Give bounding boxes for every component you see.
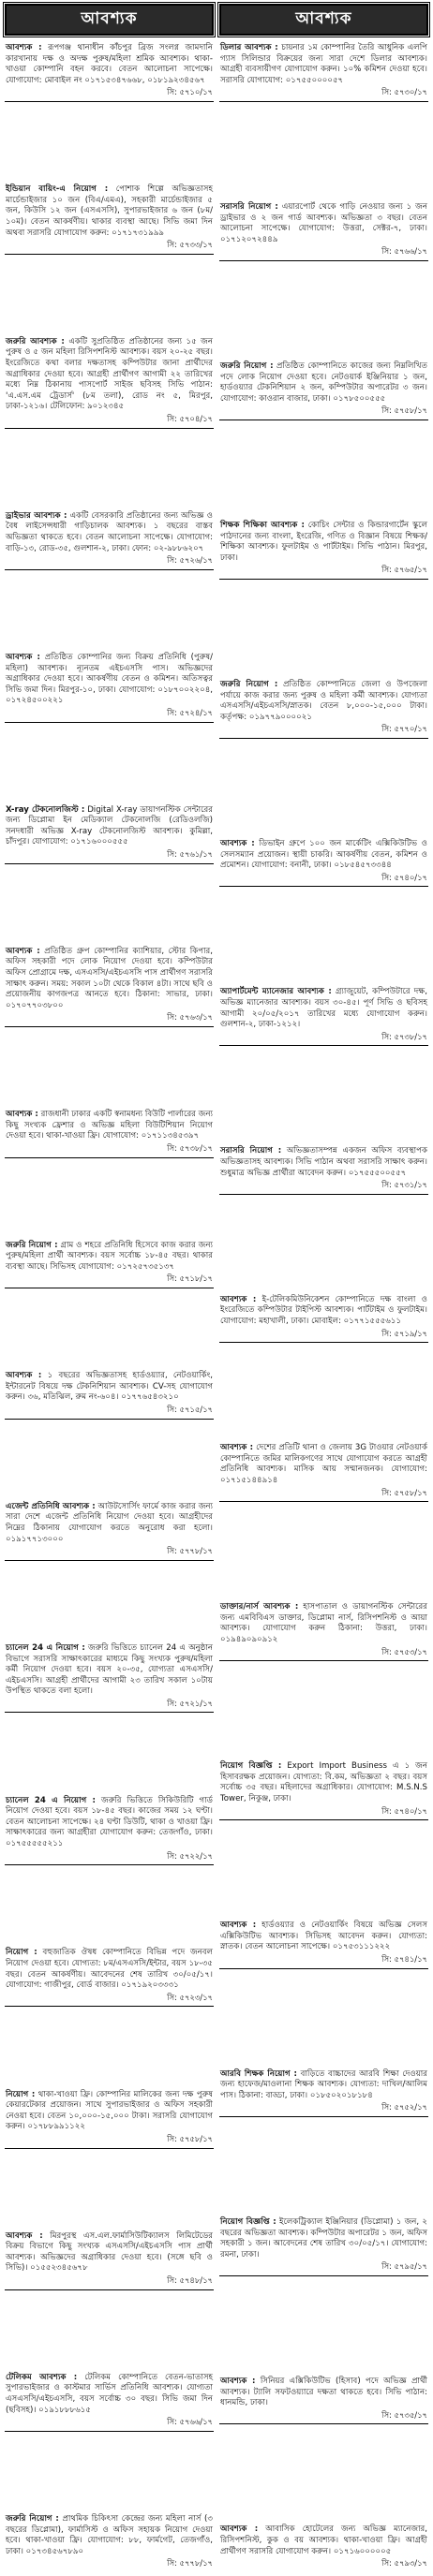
- ad-heading: আবশ্যক :: [6, 946, 40, 956]
- classified-ad: [5, 2512, 214, 2572]
- ad-heading: আবশ্যক :: [6, 1371, 42, 1381]
- classified-ad: [219, 2523, 428, 2571]
- ad-body: হাসপাতাল ও ডায়াগনস্টিক সেন্টারের জন্য এমবিবিএস ডাক্তার, ডিপ্লোমা নার্স, রিসিপশনিস্ট ও আয়া আবশ্যক। যোগাযোগ করুন ঠিকানা: উত্তরা, ঢাকা। ০১৯৪৯০৯০৯১২: [220, 1602, 427, 1644]
- ad-code: সি: ৫৭১৮/১৭: [167, 1273, 213, 1284]
- ad-body: প্রতিষ্ঠিত কোম্পানিতে কাজের জন্য নিম্নলিখিত পদে লোক নিয়োগ দেওয়া হবে। নেটওয়ার্ক ইঞ্জিনিয়ার ১ জন, হার্ডওয়্যার টেকনিশিয়ান ২ জন, কম্পিউটার অপারেটর ৩ জন। যোগাযোগ: কাওরান বাজার, ঢাকা। ০১৭৮৫০০৫৫৫: [220, 361, 427, 404]
- ad-code: সি: ৫৭২৩/১৭: [167, 1992, 213, 2002]
- ad-heading: অ্যাপার্টমেন্ট ম্যানেজার আবশ্যক :: [220, 987, 332, 997]
- ad-body: টেলিকম কোম্পানিতে বেতন-ভাতাসহ সুপারভাইজার ও কাস্টমার সার্ভিস প্রতিনিধি আবশ্যক। যোগ্যতা এসএসসি/এইচএসসি, বয়স সর্বোচ্চ ৩০ বছর। সিভি জমা দিন (ছবিসহ)। ০১৯১৮৮৮৬১৫: [6, 2372, 214, 2415]
- ad-heading: আবশ্যক :: [220, 1921, 257, 1931]
- ad-heading: এজেন্ট প্রতিনিধি আবশ্যক :: [6, 1501, 96, 1511]
- classified-ad: [219, 1293, 428, 1343]
- ad-heading: জরুরি নিয়োগ :: [220, 361, 274, 371]
- ad-heading: আবশ্যক :: [220, 1294, 257, 1304]
- ad-body: রাজধানী ঢাকার একটি স্বনামধন্য বিউটি পার্লারের জন্য কিছু সংখ্যক ফ্রেশার ও অভিজ্ঞ মহিলা বিউটিশিয়ান নিয়োগ দেওয়া হবে। থাকা-খাওয়া ফ্রি। যোগাযোগ: ০১৭১১৩৪৫৩৯৭: [6, 1110, 213, 1141]
- classified-ad: [219, 1600, 428, 1661]
- classified-ad: [5, 1239, 214, 1288]
- classified-ad: [219, 1759, 428, 1820]
- classified-ad: [5, 509, 214, 570]
- ad-heading: টেলিকম আবশ্যক :: [6, 2372, 78, 2382]
- classified-ad: [5, 2230, 214, 2290]
- classified-ad: [219, 519, 428, 580]
- classified-ad: [5, 803, 214, 864]
- ad-body: জরুরি ভিত্তিতে চ্যানেল 24 এ অনুষ্ঠান বিভাগে সরাসরি সাক্ষাৎকারের মাধ্যমে কিছু সংখ্যক পুরুষ/মহিলা কর্মী নিয়োগ দেওয়া হবে। বয়স ২০-৩৫, যোগ্যতা এসএসসি/এইচএসসি। আগ্রহী প্রার্থীদের আগামী ২৩ তারিখ সকাল ১০টায় উপস্থিত থাকতে বলা হলো।: [6, 1642, 213, 1697]
- ad-code: সি: ৫৭৭৮/১৭: [167, 2558, 213, 2569]
- ad-code: সি: ৫৭৭০/১৭: [381, 724, 427, 734]
- ad-heading: শিক্ষক শিক্ষিকা আবশ্যক :: [220, 521, 305, 530]
- ad-code: সি: ৫৭২২/১৭: [167, 1850, 213, 1861]
- ad-heading: জরুরি নিয়োগ :: [220, 680, 278, 689]
- ad-body: আবাসিক হোটেলের জন্য অভিজ্ঞ ম্যানেজার, রিসিপশনিস্ট, কুক ও বয় আবশ্যক। থাকা-খাওয়া ফ্রি। আগ্রহী প্রার্থীগণ সরাসরি যোগাযোগ করুন। ০১৭১৬০০০০০৫: [220, 2524, 428, 2556]
- ad-body: থাকা-খাওয়া ফ্রি। কোম্পানির মালিকের জন্য দক্ষ পুরুষ কেয়ারটেকার প্রয়োজন। সাথে সুপারভাইজার ও অফিস সহকারী নেওয়া হবে। বেতন ১০,০০০-১৫,০০০ টাকা। সরাসরি যোগাযোগ করুন। ০১৭৮৮৯৯১১২২: [6, 2089, 213, 2132]
- classified-ad: [5, 335, 214, 429]
- ad-body: প্রতিষ্ঠিত কোম্পানির জন্য বিক্রয় প্রতিনিধি (পুরুষ/মহিলা) আবশ্যক। ন্যূনতম এইচএসসি পাস। অভিজ্ঞদের অগ্রাধিকার দেওয়া হবে। আকর্ষণীয় বেতন ও কমিশন। অতিসত্বর সিভি জমা দিন। মিরপুর-১০, ঢাকা। যোগাযোগ: ০১৮৭০০২২০৪, ০১৭২৪৫০০২২১: [6, 652, 214, 706]
- ad-body: দেশের প্রতিটি থানা ও জেলায় 3G টাওয়ার নেটওয়ার্ক কোম্পানিতে জমির মালিকগণের সাথে যোগাযোগ করতে আগ্রহী প্রতিনিধি আবশ্যক। মাসিক আয় সম্মানজনক। যোগাযোগ: ০১৭১৫১৪৪৯১৪: [220, 1443, 428, 1485]
- ad-body: গ্র্যাজুয়েট, কম্পিউটারে দক্ষ, অভিজ্ঞ ম্যানেজার আবশ্যক। বয়স ৩০-৪৫। পূর্ণ সিভি ও ছবিসহ আগামী ২০/০৫/২০১৭ তারিখের মধ্যে যোগাযোগ করুন। গুলশান-২, ঢাকা-১২১২।: [220, 987, 427, 1030]
- ad-code: সি: ৫৭২৪/১৭: [167, 707, 213, 717]
- ad-list: [5, 41, 214, 2572]
- right-column: [219, 4, 428, 2572]
- classified-ad: [5, 1641, 214, 1714]
- ad-body: চায়নার ১ম কোম্পানির তৈরি আধুনিক এলপি গ্যাস সিলিন্ডার বিক্রয়ের জন্য সারা দেশে ডিলার আবশ্যক। আগ্রহী ব্যবসায়ীগণ যোগাযোগ করুন। ১০% কমিশন দেওয়া হবে। সরাসরি যোগাযোগ: ০১৭৫৫০০০০৫৭: [220, 43, 427, 85]
- ad-heading: ডাক্তার/নার্স আবশ্যক :: [220, 1602, 299, 1612]
- ad-body: ডিভাইন গ্রুপে ১০০ জন মার্কেটিং এক্সিকিউটিভ ও সেলসম্যান প্রয়োজন। স্থায়ী চাকরি। আকর্ষণীয় বেতন, কমিশন ও প্রমোশন। যোগাযোগ: বনানী, ঢাকা। ০১৮৫৪৫৭৩৩৪৪: [220, 839, 427, 871]
- ad-body: পোশাক শিল্পে অভিজ্ঞতাসহ মার্চেন্ডাইজার ১০ জন (বিএ/এমএ), সহকারী মার্চেন্ডাইজার ৫ জন, কিউসি ১২ জন (এসএসসি), সুপারভাইজার ৬ জন (৮ম/১০ম)। বেতন আকর্ষণীয়। থাকার ব্যবস্থা আছে। সিভি জমা দিন অথবা সরাসরি যোগাযোগ করুন: ০১৭১৭৩১৯৯৯: [6, 184, 213, 238]
- ad-body: হার্ডওয়্যার ও নেটওয়ার্কিং বিষয়ে অভিজ্ঞ সেলস এক্সিকিউটিভ আবশ্যক। সিভিসহ আবেদন করুন। যোগ্যতা: স্নাতক। বেতন আলোচনা সাপেক্ষে। ০১৭৫৩১১১২২২: [220, 1921, 427, 1952]
- classified-ad: [5, 183, 214, 255]
- classified-ad: [219, 837, 428, 887]
- classified-ad: [5, 1108, 214, 1157]
- ad-heading: ড্রাইভার আবশ্যক :: [6, 510, 67, 521]
- ad-heading: আবশ্যক :: [220, 839, 255, 848]
- left-column: [5, 4, 214, 2572]
- classified-ad: [5, 1369, 214, 1419]
- ad-code: সি: ৫৭৪০/১৭: [381, 1805, 427, 1816]
- column-heading: আবশ্যক: [219, 4, 428, 36]
- ad-body: প্রতিষ্ঠিত গ্রুপ কোম্পানির ক্যাশিয়ার, স্টোর কিপার, অফিস সহকারী পদে লোক নিয়োগ দেওয়া হবে। কম্পিউটার অফিস প্রোগ্রামে দক্ষ, এসএসসি/এইচএসসি পাস প্রার্থীগণ সরাসরি সাক্ষাৎ করুন। সময়: সকাল ১০টা থেকে বিকাল ৪টা। সাথে ছবি ও প্রয়োজনীয় কাগজপত্র আনতে হবে। ঠিকানা: সাভার, ঢাকা। ০১৭০৭৭০৩৮০০: [6, 946, 214, 1010]
- ad-code: সি: ৫৭০৪/১৭: [167, 414, 213, 424]
- ad-body: রূপগঞ্জ থানাধীন কাঁচপুর ব্রিজ সংলগ্ন জামদানি কারখানায় দক্ষ ও অদক্ষ পুরুষ/মহিলা শ্রমিক আবশ্যক। থাকা-খাওয়া কোম্পানি বহন করবে। বেতন আলোচনা সাপেক্ষে। যোগাযোগ: মোবাইল নং ০১৭১৫৩৪৭৬৬৮, ০১৮১৯২৩৪৫৬৭: [6, 43, 214, 85]
- ad-body: প্রাথমিক চিকিৎসা কেন্দ্রের জন্য মহিলা নার্স (৩ বছরের ডিপ্লোমা), ফার্মাসিস্ট ও অফিস সহায়ক নিয়োগ দেওয়া হবে। থাকা-খাওয়া ফ্রি। যোগাযোগ: ৮৮, ফার্মগেট, তেজগাঁও, ঢাকা। ০১৭৩৪৫৬৭৮৯০: [6, 2513, 213, 2556]
- ad-code: সি: ৫৭৩১/১৭: [381, 1180, 427, 1190]
- ad-heading: সরাসরি নিয়োগ :: [220, 1146, 282, 1156]
- classified-ad: [5, 651, 214, 723]
- ad-heading: আবশ্যক :: [220, 2377, 256, 2387]
- ad-heading: ইন্ডিয়ান বায়িং-এ নিয়োগ :: [6, 184, 109, 195]
- ad-code: সি: ৫৭৪০/১৭: [381, 872, 427, 882]
- classified-ad: [219, 1919, 428, 1968]
- ad-code: সি: ৫৭৬৫/১৭: [381, 565, 427, 575]
- ad-heading: আবশ্যক :: [220, 2524, 259, 2535]
- ad-body: ই-টেলিকমিউনিকেশন কোম্পানিতে দক্ষ বাংলা ও ইংরেজিতে কম্পিউটার টাইপিস্ট আবশ্যক। পার্টটাইম ও ফুলটাইম। যোগাযোগ: মহাখালী, ঢাকা। মোবাইল: ০১৭৭১৫৫৫৬১১: [220, 1294, 427, 1326]
- ad-heading: জরুরি নিয়োগ :: [6, 1240, 58, 1250]
- classified-ad: [219, 200, 428, 261]
- ad-code: সি: ৫৭৫৮/১৭: [381, 405, 427, 416]
- classified-ad: [219, 2215, 428, 2276]
- classified-ad: [219, 2068, 428, 2117]
- ad-code: সি: ৫৭৭৮/১৭: [167, 1546, 213, 1556]
- ad-heading: জরুরি নিয়োগ :: [6, 2513, 59, 2524]
- ad-body: সিনিয়র এক্সিকিউটিভ (হিসাব) পদে অভিজ্ঞ প্রার্থী আবশ্যক। ট্যালি সফটওয়্যারে দক্ষতা থাকতে হবে। সিভি পাঠান: ধানমন্ডি, ঢাকা।: [220, 2377, 427, 2408]
- ad-heading: নিয়োগ বিজ্ঞপ্তি :: [220, 1761, 282, 1772]
- classified-ad: [5, 2088, 214, 2149]
- ad-heading: X-ray টেকনোলজিস্ট :: [6, 804, 85, 815]
- ad-heading: আরবি শিক্ষক নিয়োগ :: [220, 2068, 297, 2079]
- classified-ad: [219, 360, 428, 420]
- classified-ad: [5, 2371, 214, 2432]
- ad-code: সি: ৫৭৬৬/১৭: [381, 246, 427, 257]
- column-heading: আবশ্যক: [5, 4, 214, 36]
- ad-code: সি: ৫৭৯৫/১৭: [381, 2261, 427, 2272]
- ad-body: বাড়িতে বাচ্চাদের আরবি শিক্ষা দেওয়ার জন্য হাফেজ/মাওলানা শিক্ষক আবশ্যক। যোগ্যতা: দাখিল/আলিম পাস। ঠিকানা: বাড্ডা, ঢাকা। ০১৮৫০২০১৮১৮৪: [220, 2068, 428, 2100]
- ad-body: আউটসোর্সিং ফার্মে কাজ করার জন্য সারা দেশে এজেন্ট প্রতিনিধি নিয়োগ দেওয়া হবে। আগ্রহীদের নিম্নের ঠিকানায় যোগাযোগ করতে অনুরোধ করা হলো। ০১৯১৭৭১৩০০০: [6, 1501, 214, 1544]
- ad-heading: আবশ্যক :: [6, 2230, 43, 2241]
- ad-code: সি: ৫৭৩০/১৭: [381, 87, 427, 97]
- ad-code: সি: ৫৭৫৮/১৭: [167, 2133, 213, 2143]
- ad-code: সি: ৫৭৩৫/১৭: [381, 2409, 427, 2420]
- ad-code: সি: ৫৭২১/১৭: [167, 1698, 213, 1708]
- ad-code: সি: ৫৭৯৩/১৭: [381, 2558, 427, 2569]
- ad-body: প্রতিষ্ঠিত কোম্পানিতে জেলা ও উপজেলা পর্যায়ে কাজ করার জন্য পুরুষ ও মহিলা কর্মী আবশ্যক। যোগ্যতা এসএসসি/এইচএসসি/স্নাতক। বেতন ৮,০০০-১৫,০০০ টাকা। কর্তৃপক্ষ: ০১৯৭৭৯০০০০২১: [220, 680, 427, 722]
- ad-code: সি: ৫৭৬১/১৭: [167, 849, 213, 860]
- ad-code: সি: ৫৭৫৮/১৭: [381, 1487, 427, 1497]
- ad-code: সি: ৫৭১০/১৭: [167, 87, 213, 97]
- ad-heading: চ্যানেল 24 এ নিয়োগ :: [6, 1642, 85, 1653]
- ad-heading: আবশ্যক :: [6, 43, 42, 52]
- ad-body: Digital X-ray ডায়াগনস্টিক সেন্টারের জন্য ডিপ্লোমা ইন মেডিক্যাল টেকনোলজি (রেডিওলজি) সনদধারী অভিজ্ঞ X-ray টেকনোলজিস্ট আবশ্যক। কুমিল্লা, চাঁদপুর। যোগাযোগ: ০১৭১৬০০০৫৫৫: [6, 804, 213, 847]
- classified-ad: [5, 41, 214, 102]
- ad-code: সি: ৫৭৪৮/১৭: [167, 2275, 213, 2286]
- classified-ad: [219, 2375, 428, 2424]
- ad-body: একটি বেসরকারি প্রতিষ্ঠানের জন্য অভিজ্ঞ ও বৈধ লাইসেন্সধারী গাড়িচালক আবশ্যক। ১ বছরের বাস্তব অভিজ্ঞতা থাকতে হবে। বেতন আলোচনা সাপেক্ষে। যোগাযোগ: বাড়ি-১৩, রোড-৩৫, গুলশান-২, ঢাকা। ফোন: ০২-৯৮৮৬২০৭: [6, 510, 213, 553]
- ad-heading: আবশ্যক :: [6, 1110, 38, 1120]
- ad-code: সি: ৫৭২৬/১৭: [167, 555, 213, 566]
- ad-body: ইলেকট্রিক্যাল ইঞ্জিনিয়ার (ডিপ্লোমা) ১ জন, ২ বছরের অভিজ্ঞতা আবশ্যক। কম্পিউটার অপারেটর ১ জন, অফিস সহকারী ১ জন। আবেদনের শেষ তারিখ ৩০/০৫/১৭। যোগাযোগ: রমনা, ঢাকা।: [220, 2217, 427, 2260]
- classified-ad: [5, 945, 214, 1027]
- ad-heading: চ্যানেল 24 এ নিয়োগ :: [6, 1795, 96, 1805]
- ad-heading: জরুরি আবশ্যক :: [6, 336, 65, 346]
- ad-body: একটি সুপ্রতিষ্ঠিত প্রতিষ্ঠানের জন্য ১৫ জন পুরুষ ও ৫ জন মহিলা রিসিপশনিস্ট আবশ্যক। বয়স ২০-২৫ বছর। ইংরেজিতে কথা বলার দক্ষতাসহ কম্পিউটার জানা প্রার্থীদের অগ্রাধিকার দেওয়া হবে। আগ্রহী প্রার্থীগণ আগামী ২২ তারিখের মধ্যে নিম্ন ঠিকানায় পাসপোর্ট সাইজ ছবিসহ সিভি পাঠান: 'এ.এস.এম ট্রেডার্স' (৮ম তলা), রোড নং ৫, মিরপুর, ঢাকা-১২১৬। টেলিফোন: ৯০১২৩৪৫: [6, 336, 213, 412]
- classified-ad: [219, 1441, 428, 1502]
- classified-ad: [219, 1144, 428, 1194]
- ad-heading: সরাসরি নিয়োগ :: [220, 202, 278, 212]
- ad-code: সি: ৫৭৩৮/১৭: [381, 1031, 427, 1041]
- ad-heading: নিয়োগ :: [6, 1948, 37, 1958]
- ad-body: অভিজ্ঞতাসম্পন্ন একজন অফিস ব্যবস্থাপক অভিজ্ঞতাসহ আবশ্যক। সিভি পাঠান অথবা সরাসরি সাক্ষাৎ করুন। শুধুমাত্র অভিজ্ঞ প্রার্থীরা আবেদন করুন। ০১৭৫৫৫০০৫৫৭: [220, 1146, 427, 1178]
- ad-body: জরুরি ভিত্তিতে সিকিউরিটি গার্ড নিয়োগ দেওয়া হবে। বয়স ১৮-৪৫ বছর। কাজের সময় ১২ ঘণ্টা। বেতন আলোচনা সাপেক্ষে। ২৪ ঘণ্টা ডিউটি, থাকা ও খাওয়া ফ্রি। সাক্ষাৎকারের জন্য আগ্রহীরা যোগাযোগ করুন: তেজগাঁও, ঢাকা। ০১৭৫৫৫৫৫২১১: [6, 1795, 214, 1849]
- ad-heading: নিয়োগ :: [6, 2089, 36, 2099]
- classified-ad: [5, 1946, 214, 2007]
- ad-body: ১ বছরের অভিজ্ঞতাসহ হার্ডওয়্যার, নেটওয়ার্কিং, ইন্টারনেট বিষয়ে দক্ষ টেকনিশিয়ান আবশ্যক। CV-সহ যোগাযোগ করুন। ৩৬, মতিঝিল, রুম নং-৬০৪। ০১৭৭৬৫৪৩২১০: [6, 1371, 214, 1403]
- ad-list: [219, 41, 428, 2572]
- ad-heading: আবশ্যক :: [6, 652, 40, 662]
- classified-ad: [5, 1500, 214, 1561]
- ad-body: মিরপুরস্থ এস.এল.ফার্মাসিউটিক্যালস লিমিটেডের বিক্রয় বিভাগে কিছু সংখ্যক এসএসসি/এইচএসসি পাস প্রার্থী আবশ্যক। অভিজ্ঞদের অগ্রাধিকার দেওয়া হবে। (সঙ্গে ছবি ও সিভি)। ০১৫৫২৩৪৫৬৭৮: [6, 2230, 214, 2274]
- ad-code: সি: ৫৭১৯/১৭: [381, 1328, 427, 1338]
- ad-heading: নিয়োগ বিজ্ঞপ্তি :: [220, 2217, 276, 2228]
- ad-body: এয়ারপোর্ট থেকে গাড়ি নেওয়ার জন্য ১ জন ড্রাইভার ও ২ জন গার্ড আবশ্যক। অভিজ্ঞতা ৩ বছর। বেতন আলোচনা সাপেক্ষে। যোগাযোগ: উত্তরা, সেক্টর-৭, ঢাকা। ০১৭১২০৭২৪৪৯: [220, 202, 427, 244]
- ad-code: সি: ৫৭৬৩/১৭: [167, 1012, 213, 1023]
- ad-code: সি: ৫৭৩৮/১৭: [167, 1142, 213, 1153]
- classified-ad: [219, 41, 428, 102]
- ad-code: সি: ৫৭৩৩/১৭: [167, 240, 213, 250]
- ad-code: সি: ৫৭৫২/১৭: [381, 2102, 427, 2112]
- ad-body: Export Import Business এ ১ জন হিসাবরক্ষক প্রয়োজন। যোগ্যতা: বি.কম, অভিজ্ঞতা ২ বছর। বয়স সর্বোচ্চ ৩৫ বছর। মহিলাদের অগ্রাধিকার। যোগাযোগ: M.S.N.S Tower, নিকুঞ্জ, ঢাকা।: [220, 1761, 428, 1803]
- ad-body: বহুজাতিক ঔষধ কোম্পানিতে বিভিন্ন পদে জনবল নিয়োগ দেওয়া হবে। যোগ্যতা: ৮ম/এসএসসি/ইন্টার, বয়স ১৮-৩৫ বছর। বেতন আকর্ষণীয়। আবেদনের শেষ তারিখ ৩০/০৫/১৭। যোগাযোগ: গাজীপুর, বোর্ড বাজার। ০১৭১৯২০৩৩৩১: [6, 1948, 213, 1991]
- classified-ad: [219, 678, 428, 739]
- ad-heading: ডিলার আবশ্যক :: [220, 43, 278, 52]
- ad-code: সি: ৫৭৬৬/১৭: [167, 2417, 213, 2427]
- ad-code: সি: ৫৭৫৩/১৭: [381, 1646, 427, 1656]
- ad-body: কোচিং সেন্টার ও কিন্ডারগার্টেন স্কুলে পাঠদানের জন্য বাংলা, ইংরেজি, গণিত ও বিজ্ঞান বিষয়ে শিক্ষক/শিক্ষিকা আবশ্যক। ফুলটাইম ও পার্টটাইম। সিভি পাঠান। মিরপুর, ঢাকা।: [220, 521, 428, 563]
- ad-code: সি: ৫৭৪১/১৭: [381, 1954, 427, 1964]
- ad-heading: আবশ্যক :: [220, 1443, 254, 1453]
- ad-code: সি: ৫৭১৫/১৭: [167, 1405, 213, 1415]
- classified-ad: [219, 985, 428, 1046]
- ad-body: গ্রাম ও শহরে প্রতিনিধি হিসেবে কাজ করার জন্য পুরুষ/মহিলা প্রার্থী আবশ্যক। বয়স সর্বোচ্চ ১৮-৪৫ বছর। থাকার ব্যবস্থা আছে। সিভিসহ যোগাযোগ: ০১৭২৫৭৩৫১৩৭: [6, 1240, 213, 1272]
- classified-ad: [5, 1794, 214, 1866]
